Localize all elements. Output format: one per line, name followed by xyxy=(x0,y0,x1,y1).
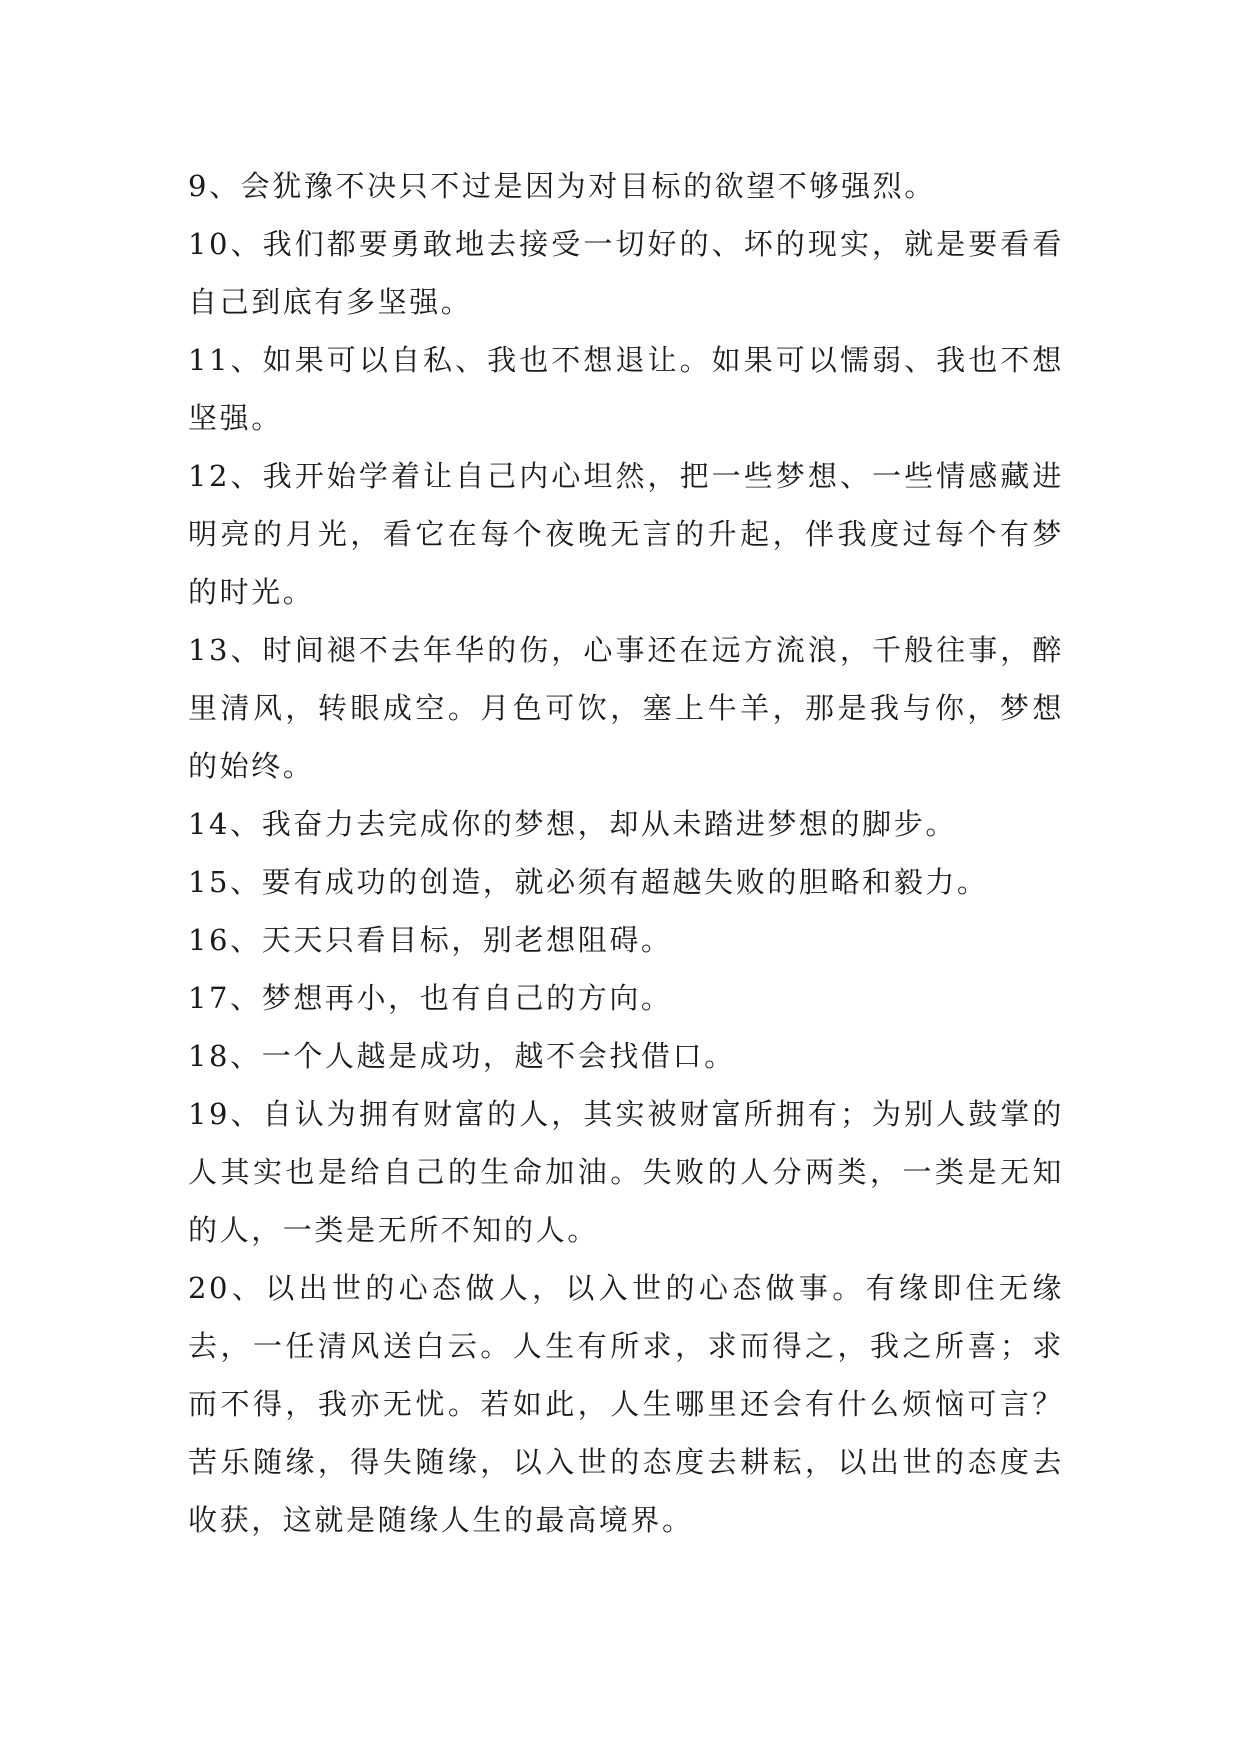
entry-number: 16 xyxy=(188,923,231,957)
quote-entry xyxy=(188,795,1064,853)
entry-text: 我奋力去完成你的梦想，却从未踏进梦想的脚步。 xyxy=(261,807,957,841)
quote-entry xyxy=(188,911,1064,969)
entry-separator: 、 xyxy=(230,865,262,899)
entry-text: 梦想再小，也有自己的方向。 xyxy=(261,981,673,1015)
entry-separator: 、 xyxy=(230,981,262,1015)
entry-text: 如果可以自私、我也不想退让。如果可以懦弱、我也不想坚强。 xyxy=(188,343,1064,435)
entry-text: 一个人越是成功，越不会找借口。 xyxy=(261,1039,736,1073)
entry-number: 10 xyxy=(188,227,231,261)
entry-text: 我们都要勇敢地去接受一切好的、坏的现实，就是要看看自己到底有多坚强。 xyxy=(188,227,1064,319)
entry-separator: 、 xyxy=(230,633,263,667)
quote-list xyxy=(188,157,1064,1549)
entry-separator: 、 xyxy=(230,1271,266,1305)
entry-text: 会犹豫不决只不过是因为对目标的欲望不够强烈。 xyxy=(240,169,936,203)
entry-separator: 、 xyxy=(230,227,263,261)
entry-separator: 、 xyxy=(230,459,263,493)
entry-number: 17 xyxy=(188,981,231,1015)
quote-entry xyxy=(188,853,1064,911)
quote-entry xyxy=(188,1085,1064,1259)
quote-entry xyxy=(188,1027,1064,1085)
entry-separator: 、 xyxy=(230,923,262,957)
entry-separator: 、 xyxy=(209,169,241,203)
entry-number: 19 xyxy=(188,1097,231,1131)
quote-entry xyxy=(188,621,1064,795)
entry-number: 9 xyxy=(188,169,210,203)
quote-entry xyxy=(188,1259,1064,1549)
quote-entry xyxy=(188,447,1064,621)
entry-text: 时间褪不去年华的伤，心事还在远方流浪，千般往事，醉里清风，转眼成空。月色可饮，塞上牛羊，那是我与你，梦想的始终。 xyxy=(188,633,1064,783)
entry-text: 以出世的心态做人，以入世的心态做事。有缘即住无缘去，一任清风送白云。人生有所求，求而得之，我之所喜；求而不得，我亦无忧。若如此，人生哪里还会有什么烦恼可言？苦乐随缘，得失随缘，以入世的态度去耕耘，以出世的态度去收获，这就是随缘人生的最高境界。 xyxy=(188,1271,1065,1537)
entry-text: 天天只看目标，别老想阻碍。 xyxy=(261,923,673,957)
entry-text: 我开始学着让自己内心坦然，把一些梦想、一些情感藏进明亮的月光，看它在每个夜晚无言的升起，伴我度过每个有梦的时光。 xyxy=(188,459,1064,609)
entry-number: 15 xyxy=(188,865,231,899)
quote-entry xyxy=(188,157,1064,215)
quote-entry xyxy=(188,215,1064,331)
entry-separator: 、 xyxy=(230,807,262,841)
entry-text: 要有成功的创造，就必须有超越失败的胆略和毅力。 xyxy=(261,865,989,899)
entry-number: 11 xyxy=(188,343,231,377)
entry-number: 18 xyxy=(188,1039,231,1073)
entry-separator: 、 xyxy=(230,1039,262,1073)
entry-number: 12 xyxy=(188,459,231,493)
quote-entry xyxy=(188,969,1064,1027)
entry-text: 自认为拥有财富的人，其实被财富所拥有；为别人鼓掌的人其实也是给自己的生命加油。失败的人分两类，一类是无知的人，一类是无所不知的人。 xyxy=(188,1097,1064,1247)
entry-separator: 、 xyxy=(230,343,263,377)
quote-entry xyxy=(188,331,1064,447)
entry-number: 14 xyxy=(188,807,231,841)
entry-separator: 、 xyxy=(230,1097,263,1131)
entry-number: 13 xyxy=(188,633,231,667)
entry-number: 20 xyxy=(188,1271,231,1305)
